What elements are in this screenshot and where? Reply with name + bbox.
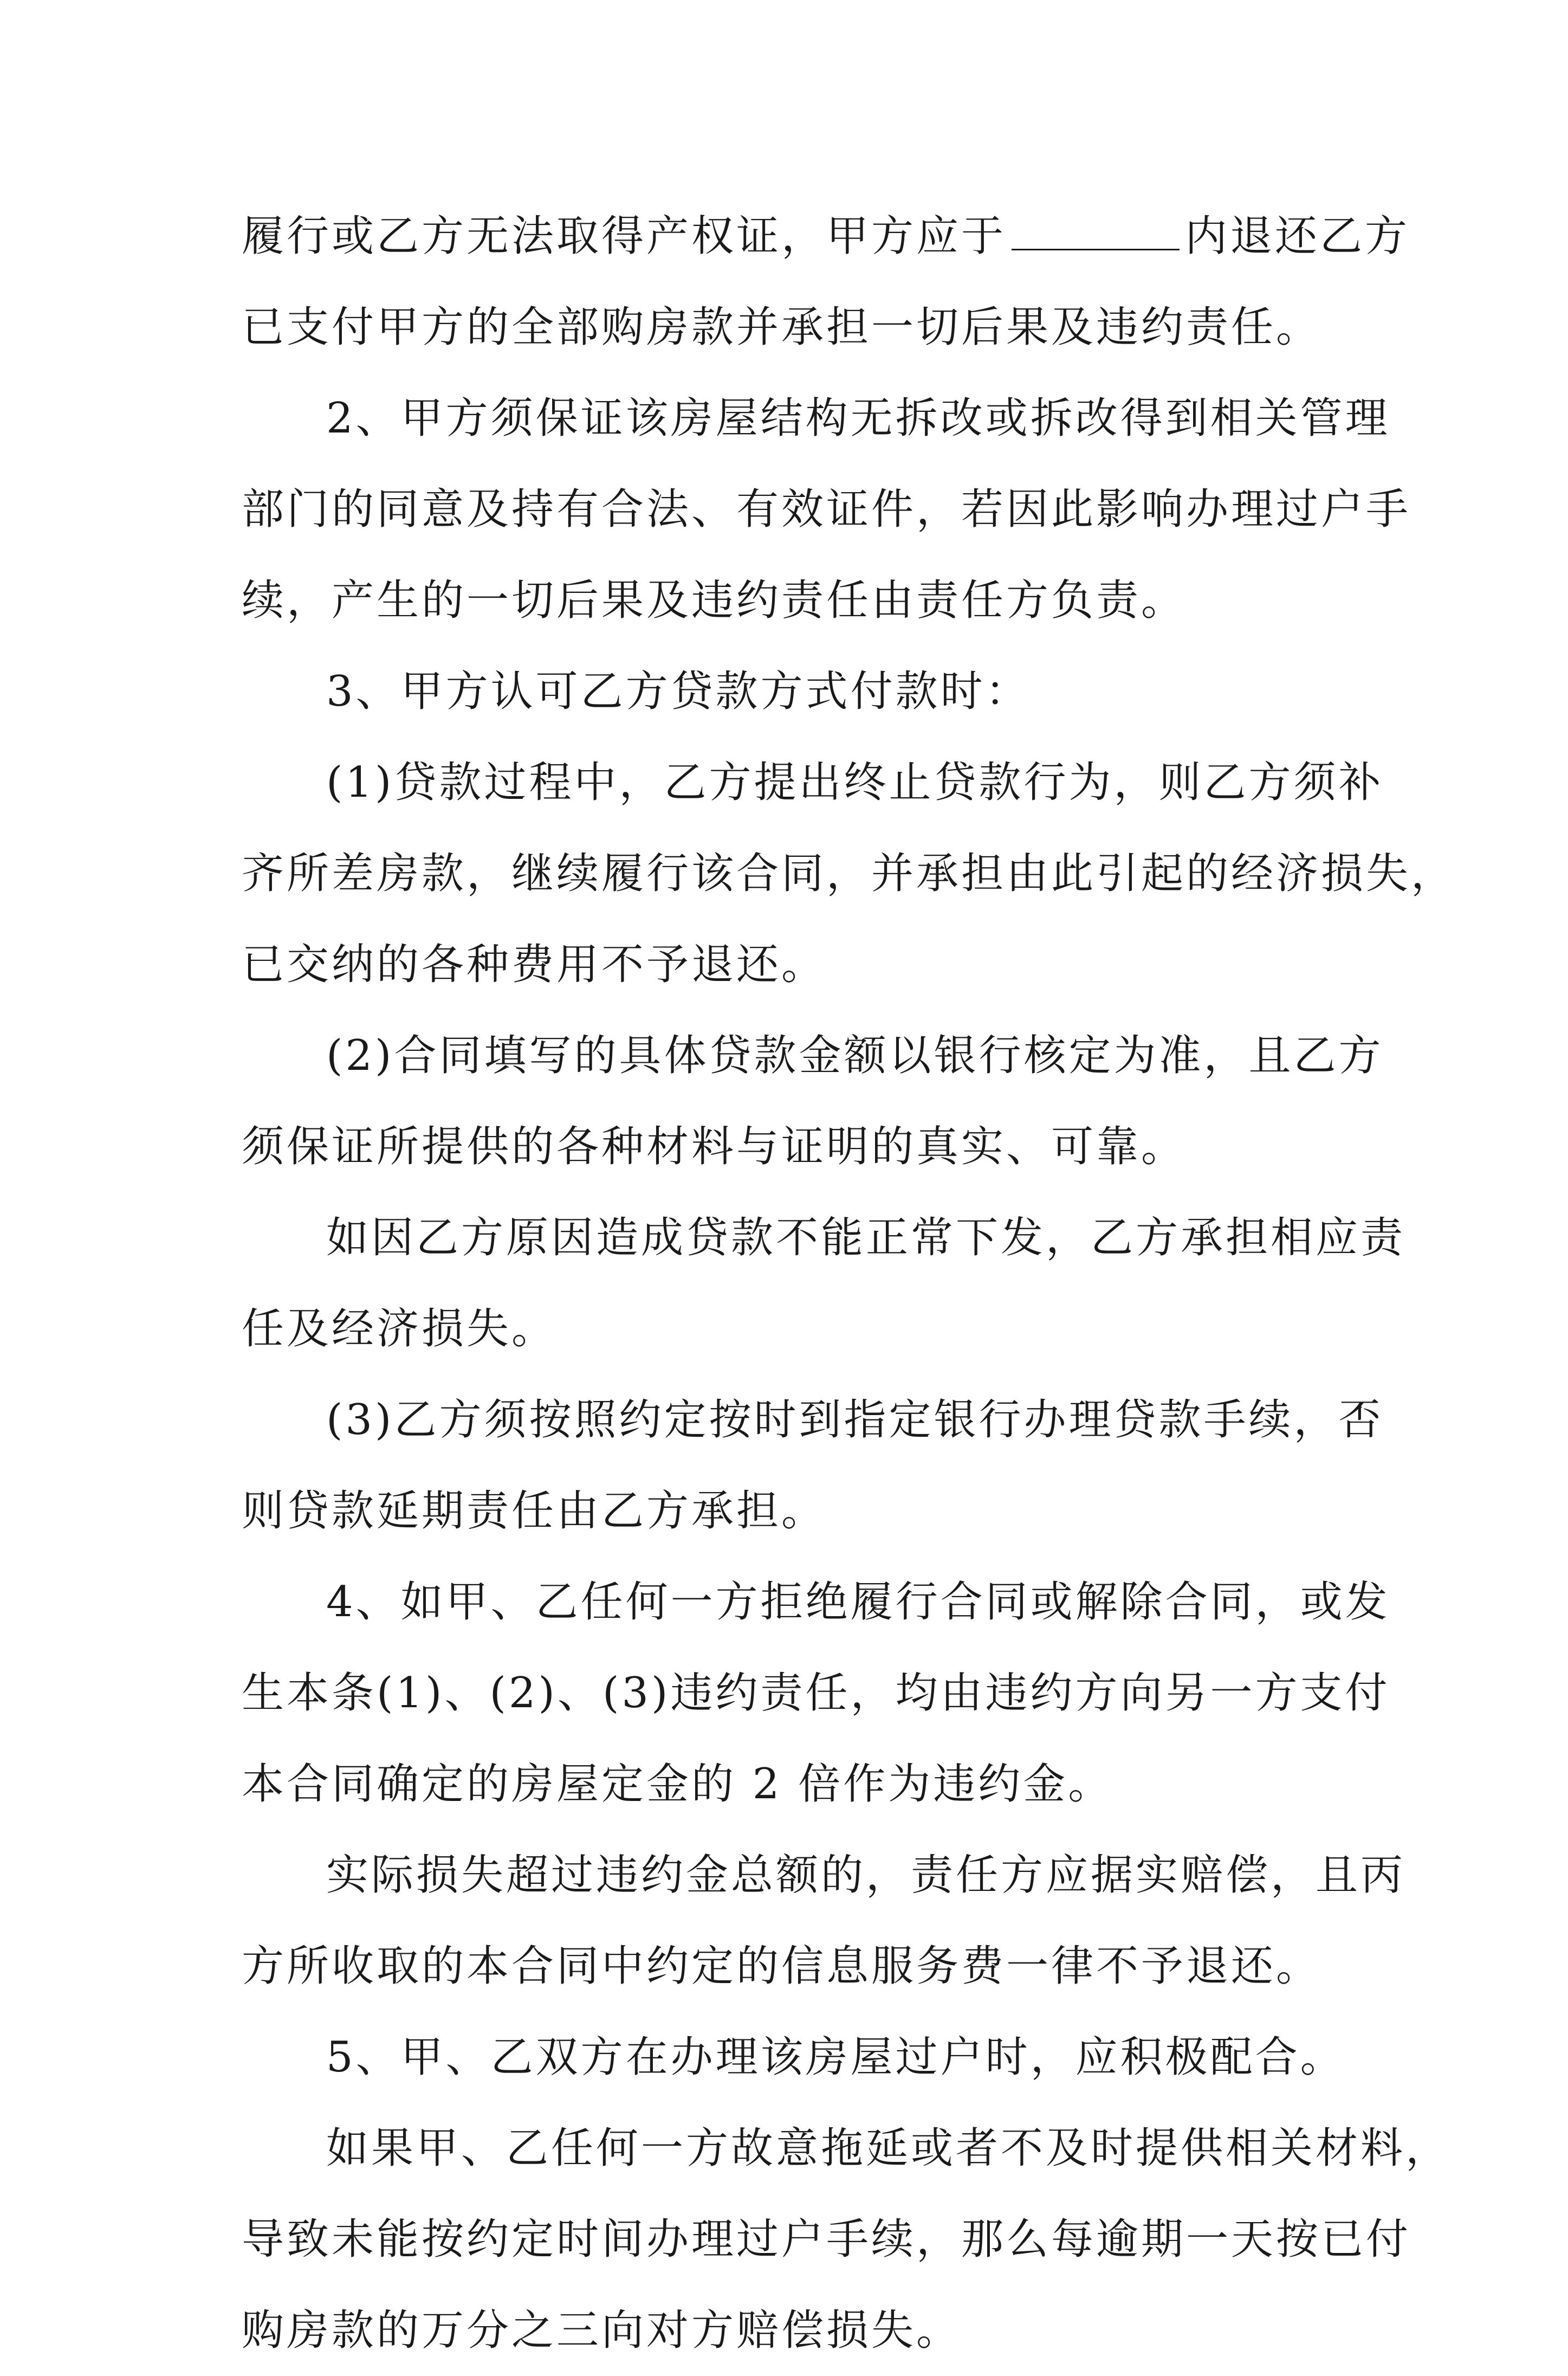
paragraph-clause-3-3	[242, 1374, 1384, 1557]
text-line: 如果甲、乙任何一方故意拖延或者不及时提供相关材料，	[326, 2124, 1451, 2173]
text-line: (2)合同填写的具体贷款金额以银行核定为准，且乙方	[326, 1031, 1384, 1080]
contract-text-body	[242, 191, 1456, 2376]
fill-in-blank[interactable]	[1012, 216, 1180, 250]
text-line: 则贷款延期责任由乙方承担。	[242, 1487, 827, 1535]
text-segment: 履行或乙方无法取得产权证，甲方应于	[242, 212, 1007, 261]
paragraph-clause-2	[242, 373, 1411, 646]
text-line: 实际损失超过违约金总额的，责任方应据实赔偿，且丙	[326, 1851, 1406, 1900]
text-line: 导致未能按约定时间办理过户手续，那么每逾期一天按已付	[242, 2215, 1411, 2264]
text-line	[242, 191, 1410, 282]
text-line: 3、甲方认可乙方贷款方式付款时：	[326, 667, 1031, 716]
text-line: 已交纳的各种费用不予退还。	[242, 940, 827, 989]
paragraph-clause-3-2	[242, 1010, 1384, 1192]
paragraph-clause-5	[242, 2012, 1347, 2103]
text-line: 2、甲方须保证该房屋结构无拆改或拆改得到相关管理	[326, 394, 1390, 443]
text-line: 生本条(1)、(2)、(3)违约责任，均由违约方向另一方支付	[242, 1669, 1390, 1718]
paragraph-clause-3-1	[242, 737, 1456, 1010]
text-line: 购房款的万分之三向对方赔偿损失。	[242, 2306, 962, 2355]
paragraph-continuation	[242, 191, 1410, 373]
paragraph-clause-3	[242, 646, 1347, 737]
paragraph-actual-loss	[242, 1830, 1406, 2012]
text-line: 须保证所提供的各种材料与证明的真实、可靠。	[242, 1122, 1187, 1171]
text-line: 齐所差房款，继续履行该合同，并承担由此引起的经济损失，	[242, 849, 1456, 898]
text-line: (3)乙方须按照约定按时到指定银行办理贷款手续，否	[326, 1396, 1384, 1444]
text-line: 方所收取的本合同中约定的信息服务费一律不予退还。	[242, 1942, 1321, 1991]
text-line: 4、如甲、乙任何一方拒绝履行合同或解除合同，或发	[326, 1578, 1390, 1626]
paragraph-delay-penalty	[242, 2103, 1451, 2376]
text-segment: 内退还乙方	[1185, 212, 1410, 261]
text-line: 部门的同意及持有合法、有效证件，若因此影响办理过户手	[242, 485, 1411, 534]
text-line: 本合同确定的房屋定金的 2 倍作为违约金。	[242, 1760, 1113, 1809]
text-line: 任及经济损失。	[242, 1305, 557, 1353]
text-line: (1)贷款过程中，乙方提出终止贷款行为，则乙方须补	[326, 758, 1384, 807]
text-line: 已支付甲方的全部购房款并承担一切后果及违约责任。	[242, 303, 1321, 352]
text-line: 5、甲、乙双方在办理该房屋过户时，应积极配合。	[326, 2033, 1345, 2082]
paragraph-clause-4	[242, 1557, 1390, 1830]
text-line: 如因乙方原因造成贷款不能正常下发，乙方承担相应责	[326, 1213, 1406, 1262]
paragraph-loan-note	[242, 1192, 1406, 1374]
text-line: 续，产生的一切后果及违约责任由责任方负责。	[242, 576, 1187, 625]
